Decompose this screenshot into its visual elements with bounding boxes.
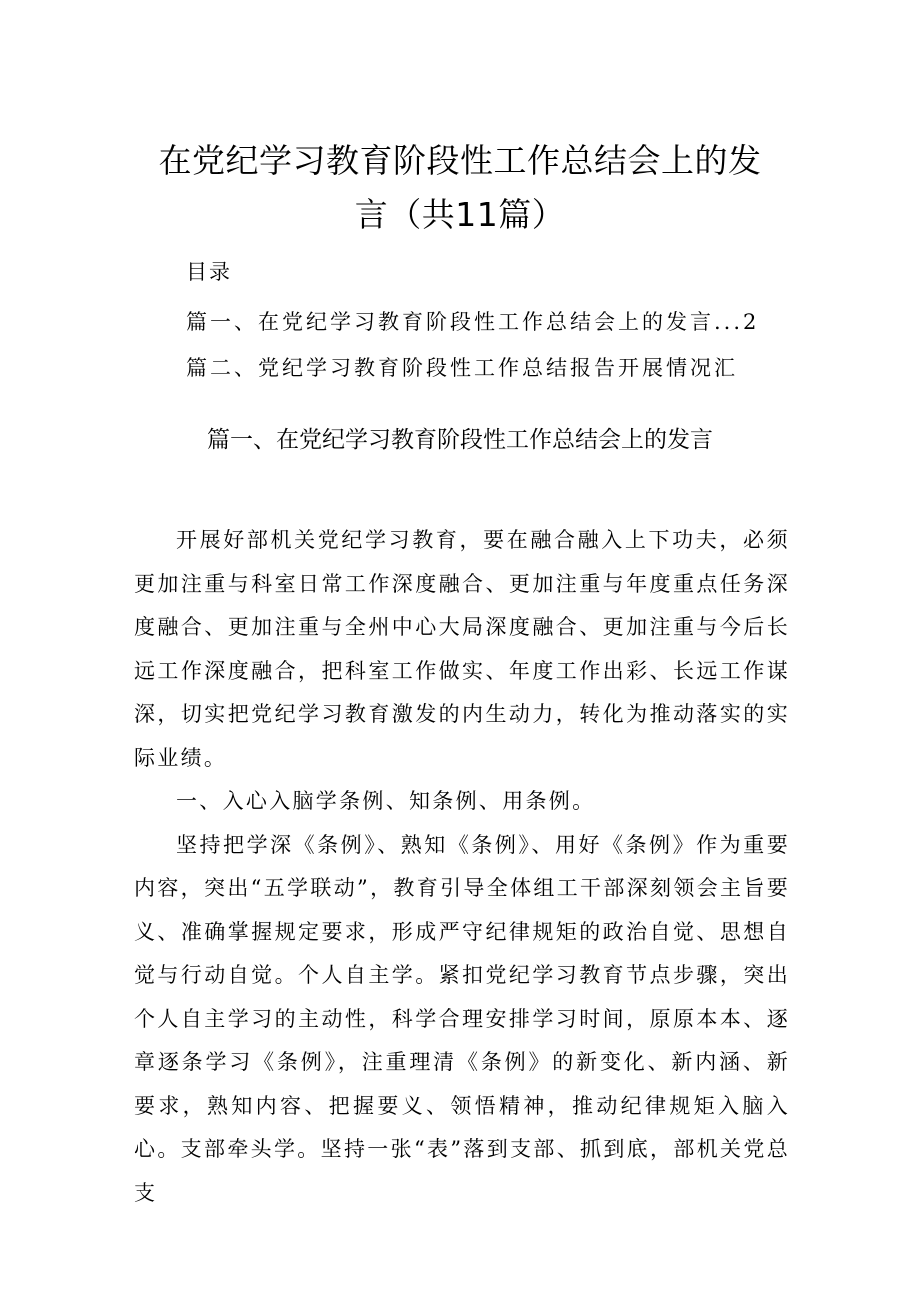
section-heading: 篇一、在党纪学习教育阶段性工作总结会上的发言	[207, 427, 713, 453]
toc-entry-1[interactable]: 篇一、在党纪学习教育阶段性工作总结会上的发言...2	[186, 310, 760, 334]
section-body	[134, 519, 790, 1215]
body-paragraph-1: 开展好部机关党纪学习教育，要在融合融入上下功夫，必须更加注重与科室日常工作深度融合、更加注重与年度重点任务深度融合、更加注重与全州中心大局深度融合、更加注重与今后长远工作深度融合，把科室工作做实、年度工作出彩、长远工作谋深，切实把党纪学习教育激发的内生动力，转化为推动落实的实际业绩。	[134, 528, 790, 770]
body-paragraph-2: 一、入心入脑学条例、知条例、用条例。	[176, 789, 596, 813]
document-title: 在党纪学习教育阶段性工作总结会上的发言（共11篇）	[158, 141, 762, 234]
toc-label: 目录	[186, 260, 232, 284]
toc-entry-2[interactable]: 篇二、党纪学习教育阶段性工作总结报告开展情况汇	[186, 356, 738, 380]
body-paragraph-3: 坚持把学深《条例》、熟知《条例》、用好《条例》作为重要内容，突出“五学联动”，教育引导全体组工干部深刻领会主旨要义、准确掌握规定要求，形成严守纪律规矩的政治自觉、思想自觉与行动自觉。个人自主学。紧扣党纪学习教育节点步骤，突出个人自主学习的主动性，科学合理安排学习时间，原原本本、逐章逐条学习《条例》，注重理清《条例》的新变化、新内涵、新要求，熟知内容、把握要义、领悟精神，推动纪律规矩入脑入心。支部牵头学。坚持一张“表”落到支部、抓到底，部机关党总支	[134, 832, 790, 1205]
